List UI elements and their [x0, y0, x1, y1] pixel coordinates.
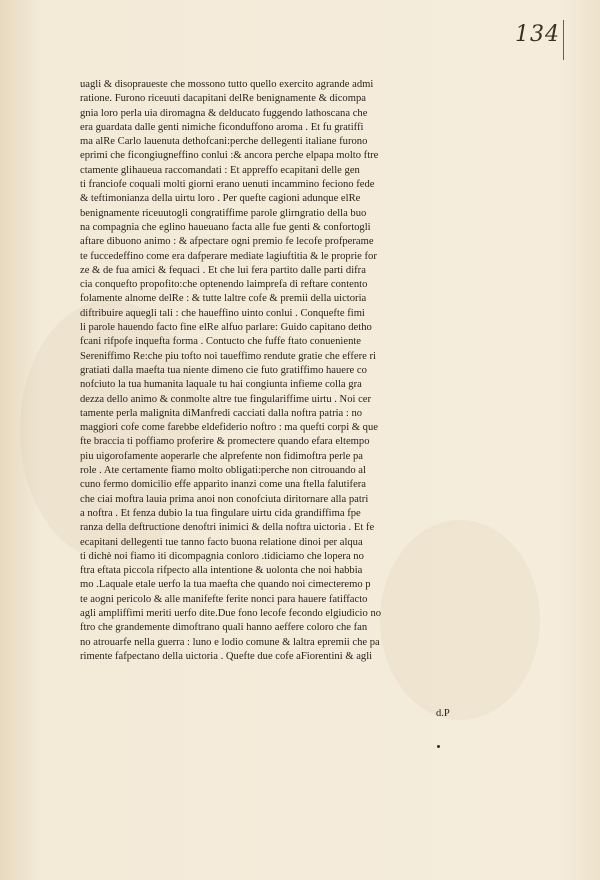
text-line: ze & de fua amici & fequaci . Et che lui fera partito dalle parti difra [80, 264, 366, 276]
text-line: folamente alnome delRe : & tutte laltre cofe & premii della uictoria [80, 293, 367, 305]
text-line: aftare dibuono animo : & afpectare ogni premio fe lecofe profperame [80, 236, 374, 248]
text-line: no atrouarfe nella guerra : luno e lodio comune & laltra epremii che pa [80, 636, 380, 648]
text-line: ratione. Furono riceuuti dacapitani delRe benignamente & dicompa [80, 93, 366, 105]
text-line: ma alRe Carlo lauenuta dethofcani:perche dellegenti italiane furono [80, 136, 368, 148]
text-line: diftribuire aquegli tali : che haueffino uinto conlui . Conquefte fimi [80, 307, 365, 319]
body-text [80, 78, 468, 664]
text-line: li parole hauendo facto fine elRe alfuo parlare: Guido capitano detho [80, 322, 372, 334]
text-line: role . Ate certamente fiamo molto obligati:perche non citrouando al [80, 465, 366, 477]
text-line: na compagnia che eglino haueuano facta alle fue genti & confortogli [80, 221, 371, 233]
text-line: gratiati dalla maefta tua niente dimeno cie futo gratiffimo hauere co [80, 364, 367, 376]
text-line: ti dichè noi fiamo iti dicompagnia conloro .tidiciamo che lopera no [80, 550, 364, 562]
text-line: cuno fermo domicilio effe apparito inanzi come una ftella falutifera [80, 479, 367, 491]
text-line: tamente perla malignita diManfredi cacciati dalla noftra patria : no [80, 407, 363, 419]
text-line: eprimi che ficongiugneffino conlui :& ancora perche elpapa molto ftre [80, 150, 379, 162]
text-line: ctamente glihaueua raccomandati : Et appreffo ecapitani delle gen [80, 164, 360, 176]
folio-number: 134 [515, 22, 560, 47]
text-line: a noftra . Et fenza dubio la tua fingulare uirtu cida grandiffima fpe [80, 507, 361, 519]
text-line: te fuccedeffino come era dafperare mediate lagiuftitia & le proprie for [80, 250, 377, 262]
text-line: uagli & disopraueste che mossono tutto quello exercito agrande admi [80, 79, 374, 90]
ink-dot [437, 745, 440, 748]
text-line: rimente fafpectano della uictoria . Quefte due cofe aFiorentini & agli [80, 650, 373, 662]
text-line: mo .Laquale etale uerfo la tua maefta che quando noi cimecteremo p [80, 579, 371, 591]
text-line: ftro che grandemente dimoftrano quali hanno aeffere coloro che fan [80, 622, 368, 634]
text-line: fte braccia ti poffiamo proferire & promectere quando efara eltempo [80, 436, 370, 448]
text-line: ftra eftata piccola rifpecto alla intentione & uolonta che noi habbia [80, 565, 363, 577]
text-line: ti franciofe coquali molti giorni erano uenuti incammino feciono fede [80, 179, 375, 191]
text-line: fcani rifpofe inquefta forma . Contucto che fuffe ftato conueniente [80, 336, 362, 348]
margin-mark [563, 20, 564, 60]
catchword: d.P [436, 708, 450, 719]
text-line: cia conquefto propofito:che optenendo laimprefa di reftare contento [80, 279, 368, 291]
text-line: che ciai moftra lauia prima anoi non conofciuta diritornare alla patri [80, 493, 369, 505]
text-line: maggiori cofe come farebbe eldefiderio noftro : ma quefti corpi & que [80, 422, 378, 434]
text-line: nofciuto la tua humanita laquale tu hai congiunta infieme colla gra [80, 379, 362, 391]
text-line: benignamente riceuutogli congratiffime parole glirngratio della buo [80, 207, 367, 219]
text-line: era guardata dalle genti nimiche ficonduffono aroma . Et fu gratiffi [80, 121, 364, 133]
text-line: agli ampliffimi meriti uerfo dite.Due fono lecofe fecondo elgiudicio no [80, 607, 382, 619]
text-line: & teftimonianza della uirtu loro . Per quefte cagioni adunque elRe [80, 193, 361, 205]
text-line: ranza della deftructione denoftri inimici & della noftra uictoria . Et fe [80, 522, 375, 534]
text-line: ecapitani dellegenti tue tanno facto buona relatione dinoi per alqua [80, 536, 363, 548]
text-line: Sereniffimo Re:che piu tofto noi taueffimo rendute gratie che effere ri [80, 350, 376, 362]
text-line: dezza dello animo & conmolte altre tue fingulariffime uirtu . Noi cer [80, 393, 372, 405]
text-line: te aogni pericolo & alle manifefte ferite nonci para hauere fatiffacto [80, 593, 368, 605]
text-line: gnia loro perla uia diromagna & delducato fuggendo lathoscana che [80, 107, 368, 119]
text-line: piu uigorofamente aoperarle che alprefente non fidimoftra perle pa [80, 450, 363, 462]
